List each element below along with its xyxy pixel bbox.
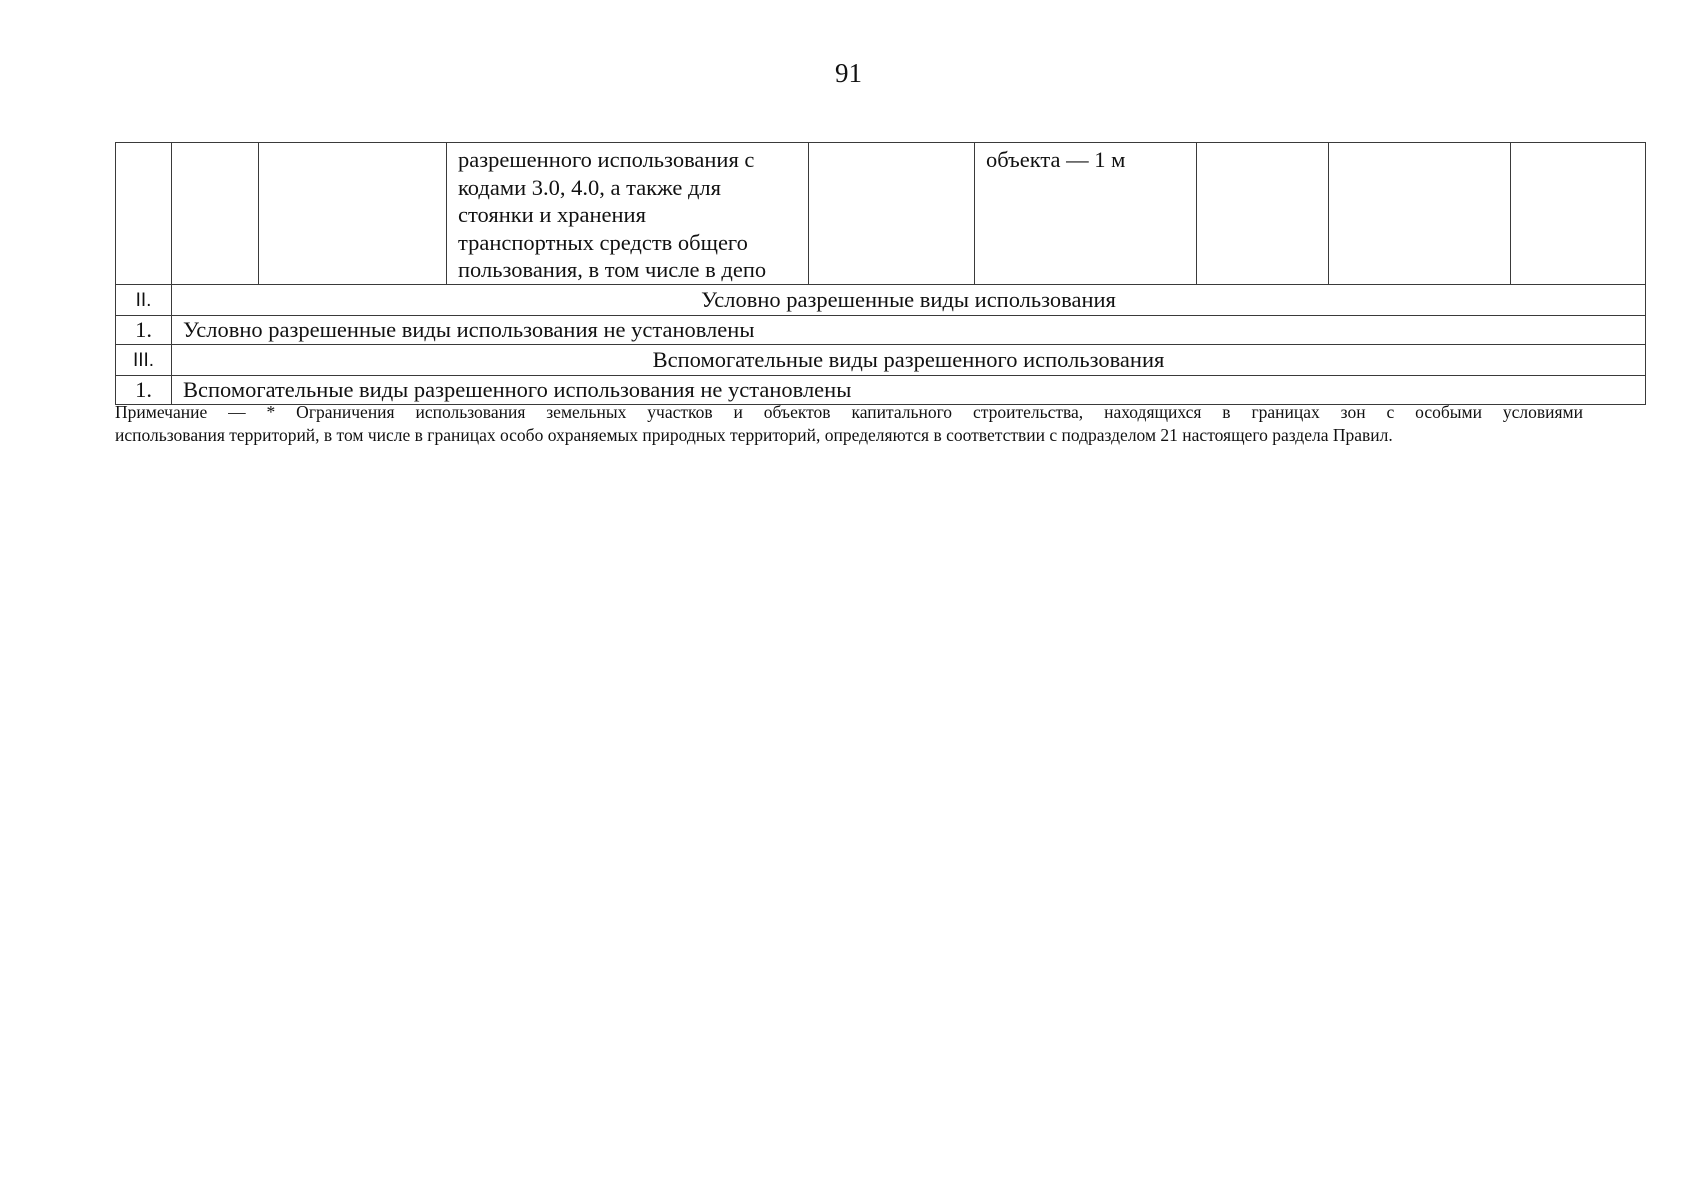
table-row xyxy=(116,375,1646,404)
use-description-line: разрешенного использования с xyxy=(458,147,755,172)
section-numeral: II. xyxy=(135,289,152,311)
item-number: 1. xyxy=(116,375,172,404)
use-description-line: кодами 3.0, 4.0, а также для xyxy=(458,174,722,200)
use-description-line: пользования, в том числе в депо xyxy=(458,257,767,282)
table-cell-parameters xyxy=(975,143,1197,285)
item-text: Вспомогательные виды разрешенного использования не установлены xyxy=(172,375,1646,404)
section-header-row xyxy=(116,344,1646,375)
section-header-row xyxy=(116,284,1646,315)
item-text: Условно разрешенные виды использования не установлены xyxy=(172,315,1646,344)
table-cell-code xyxy=(172,143,259,285)
footnote-line: использования территорий, в том числе в границах особо охраняемых природных территорий, определяются в соответствии с подразделом 21 настоящего раздела Правил. xyxy=(115,425,1393,445)
table-cell-empty xyxy=(1197,143,1329,285)
use-description-line: стоянки и хранения xyxy=(458,202,646,227)
footnote-line: Примечание — * Ограничения использования земельных участков и объектов капитального строительства, находящихся в границах зон с особыми условиями xyxy=(115,402,1583,422)
section-title: Вспомогательные виды разрешенного использования xyxy=(172,344,1646,375)
use-description-line: транспортных средств общего xyxy=(458,229,748,255)
parameter-text: объекта — 1 м xyxy=(986,147,1126,172)
table-cell-number xyxy=(116,143,172,285)
land-use-table xyxy=(115,142,1646,405)
section-numeral: III. xyxy=(132,349,155,371)
footnote xyxy=(115,401,1583,447)
section-numeral-cell xyxy=(116,284,172,315)
table-cell-use-description xyxy=(447,143,809,285)
table-row xyxy=(116,315,1646,344)
table-cell-use-name xyxy=(259,143,447,285)
table-cell-empty xyxy=(1511,143,1646,285)
item-number: 1. xyxy=(116,315,172,344)
page-number: 91 xyxy=(835,58,862,88)
table-cell-empty xyxy=(809,143,975,285)
section-title: Условно разрешенные виды использования xyxy=(172,284,1646,315)
section-numeral-cell xyxy=(116,344,172,375)
table-row-continuation xyxy=(116,143,1646,285)
table-cell-empty xyxy=(1329,143,1511,285)
